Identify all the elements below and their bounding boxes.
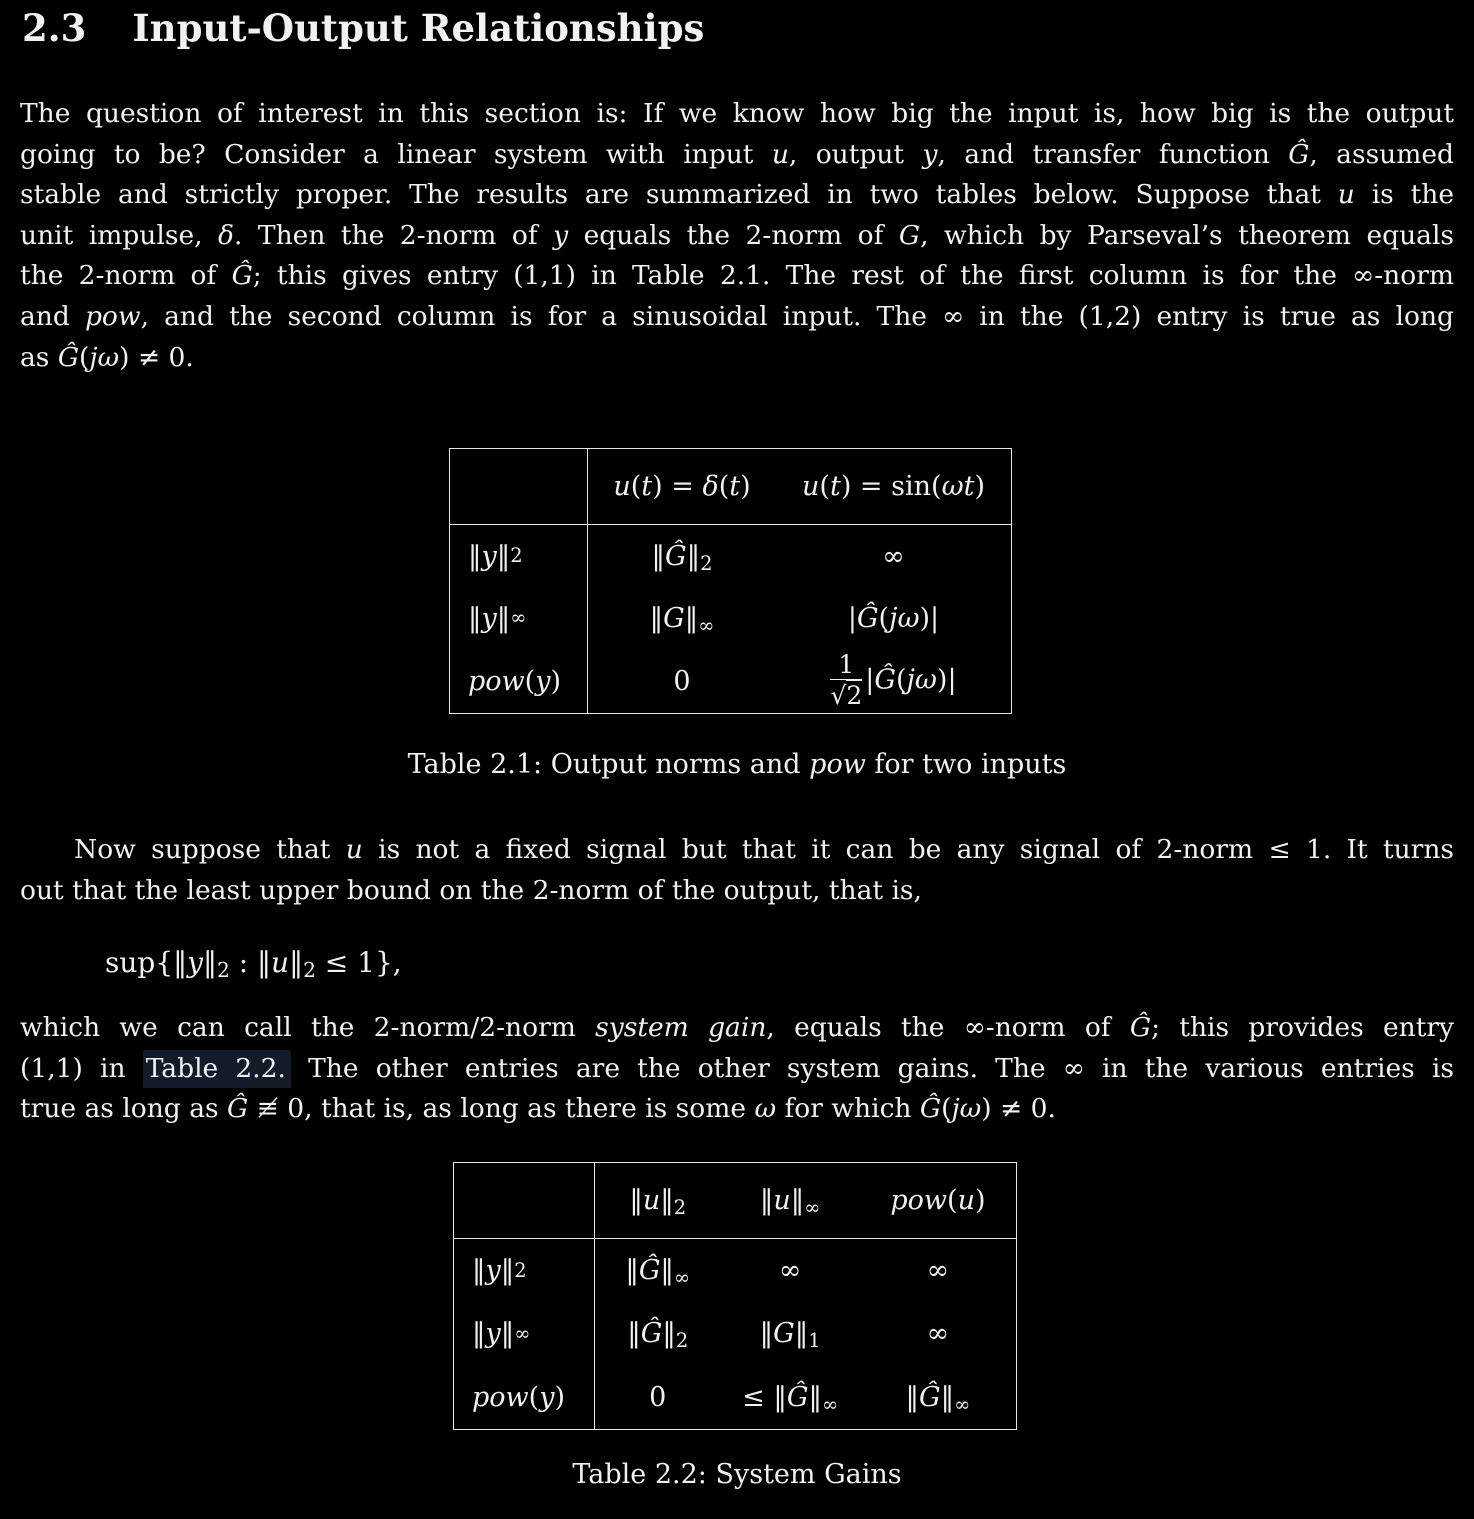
table-2-1-row-label-y2: ‖ y ‖ 2 (450, 525, 588, 587)
section-heading (22, 6, 704, 50)
table-2-1-row-y2 (588, 525, 1011, 587)
table-2-1-col-header-sinusoid: u(t) = sin(ωt) (802, 471, 985, 502)
table-cell: $‖Ĝ‖_\infty$ (905, 1381, 971, 1416)
table-2-1-header-row (588, 449, 1011, 525)
table-cell: $‖G‖_1$ (759, 1318, 821, 1352)
table-cell: ∞ (882, 540, 905, 572)
table-cell: $‖Ĝ‖_2$ (651, 540, 713, 575)
text-line: true as long as Ĝ ≢ 0, that is, as long as there is some ω for which Ĝ(jω) ≠ 0. (20, 1093, 1056, 1125)
table-cell: $‖Ĝ‖_\infty$ (625, 1255, 691, 1289)
text-line: Now suppose that u is not a fixed signal but that it can be any signal of 2-norm ≤ 1. It turns (74, 834, 1455, 865)
table-2-2 (453, 1162, 1017, 1430)
table-cell: ∞ (926, 1318, 950, 1349)
table-2-2-row-label-y2: ‖ y ‖ 2 (454, 1239, 595, 1302)
table-2-1-col-header-impulse: u(t) = δ(t) (613, 471, 751, 502)
table-2-1-corner-cell (450, 449, 588, 525)
section-title: Input-Output Relationships (132, 6, 705, 50)
text-line: as Ĝ(jω) ≠ 0. (20, 341, 194, 373)
text-line: (1,1) in Table 2.2. The other entries are the other system gains. The ∞ in the various entries is (20, 1049, 1454, 1090)
table-2-2-row-yinf (595, 1302, 1016, 1365)
table-2-1-row-label-pow: pow ( y ) (450, 649, 588, 713)
text-line: stable and strictly proper. The results are summarized in two tables below. Suppose that u is the (20, 179, 1454, 211)
one-over-sqrt2-fraction: $\frac{1}{√2}$ (830, 650, 863, 711)
table-2-2-col-header-uinf: $‖u‖_\infty$ (759, 1185, 821, 1219)
table-2-2-row-label-pow: pow ( y ) (454, 1365, 595, 1429)
table-2-2-col-header-powu: pow(u) (890, 1185, 986, 1216)
table-cell: 0 (673, 665, 691, 697)
sup-norm-formula: $sup\{‖y‖_2$ : $‖u‖_2 \le 1$}, (105, 946, 402, 983)
table-2-1-row-yinf (588, 587, 1011, 649)
table-2-2-row-pow (595, 1365, 1016, 1429)
table-2-1-row-pow (588, 649, 1011, 713)
table-2-2-corner-cell (454, 1163, 595, 1239)
text-line: and pow, and the second column is for a sinusoidal input. The ∞ in the (1,2) entry is true as long (20, 300, 1454, 332)
table-2-1-caption: Table 2.1: Output norms and pow for two inputs (407, 749, 1067, 780)
paragraph-3 (20, 1008, 1454, 1130)
text-line: the 2-norm of Ĝ; this gives entry (1,1) in Table 2.1. The rest of the first column is for the ∞-norm (20, 260, 1454, 292)
table-cell: $‖G‖_\infty$ (649, 602, 715, 637)
table-2-2-link[interactable]: Table 2.2. (143, 1050, 291, 1088)
table-cell: ∞ (778, 1255, 802, 1286)
table-2-1-row-label-yinf: ‖ y ‖ ∞ (450, 587, 588, 649)
text-line: which we can call the 2-norm/2-norm system gain, equals the ∞-norm of Ĝ; this provides entry (20, 1012, 1454, 1043)
table-cell: $\frac{1}{√2}$ |Ĝ(jω)| (830, 650, 957, 711)
table-cell: $‖Ĝ‖_2$ (627, 1318, 689, 1352)
table-cell: ∞ (926, 1255, 950, 1286)
table-2-2-caption: Table 2.2: System Gains (572, 1459, 902, 1490)
text-line: going to be? Consider a linear system with input u, output y, and transfer function Ĝ, assumed (20, 138, 1455, 170)
paragraph-2 (20, 830, 1454, 911)
table-2-2-col-header-u2: $‖u‖_2$ (629, 1185, 687, 1219)
table-2-2-row-y2 (595, 1239, 1016, 1302)
table-cell: |Ĝ(jω)| (847, 602, 940, 634)
paragraph-1 (20, 94, 1454, 378)
table-cell: ≤ $‖Ĝ‖_\infty$ (742, 1381, 839, 1416)
text-line: The question of interest in this section is: If we know how big the input is, how big is the output (20, 98, 1454, 129)
text-line: unit impulse, δ. Then the 2-norm of y equals the 2-norm of G, which by Parseval’s theorem equals (20, 219, 1455, 251)
table-2-2-row-label-yinf: ‖ y ‖ ∞ (454, 1302, 595, 1365)
table-2-2-header-row (595, 1163, 1016, 1239)
section-number: 2.3 (22, 6, 87, 50)
table-cell: 0 (649, 1381, 667, 1413)
text-line: out that the least upper bound on the 2-norm of the output, that is, (20, 874, 922, 906)
table-2-1 (449, 448, 1012, 714)
